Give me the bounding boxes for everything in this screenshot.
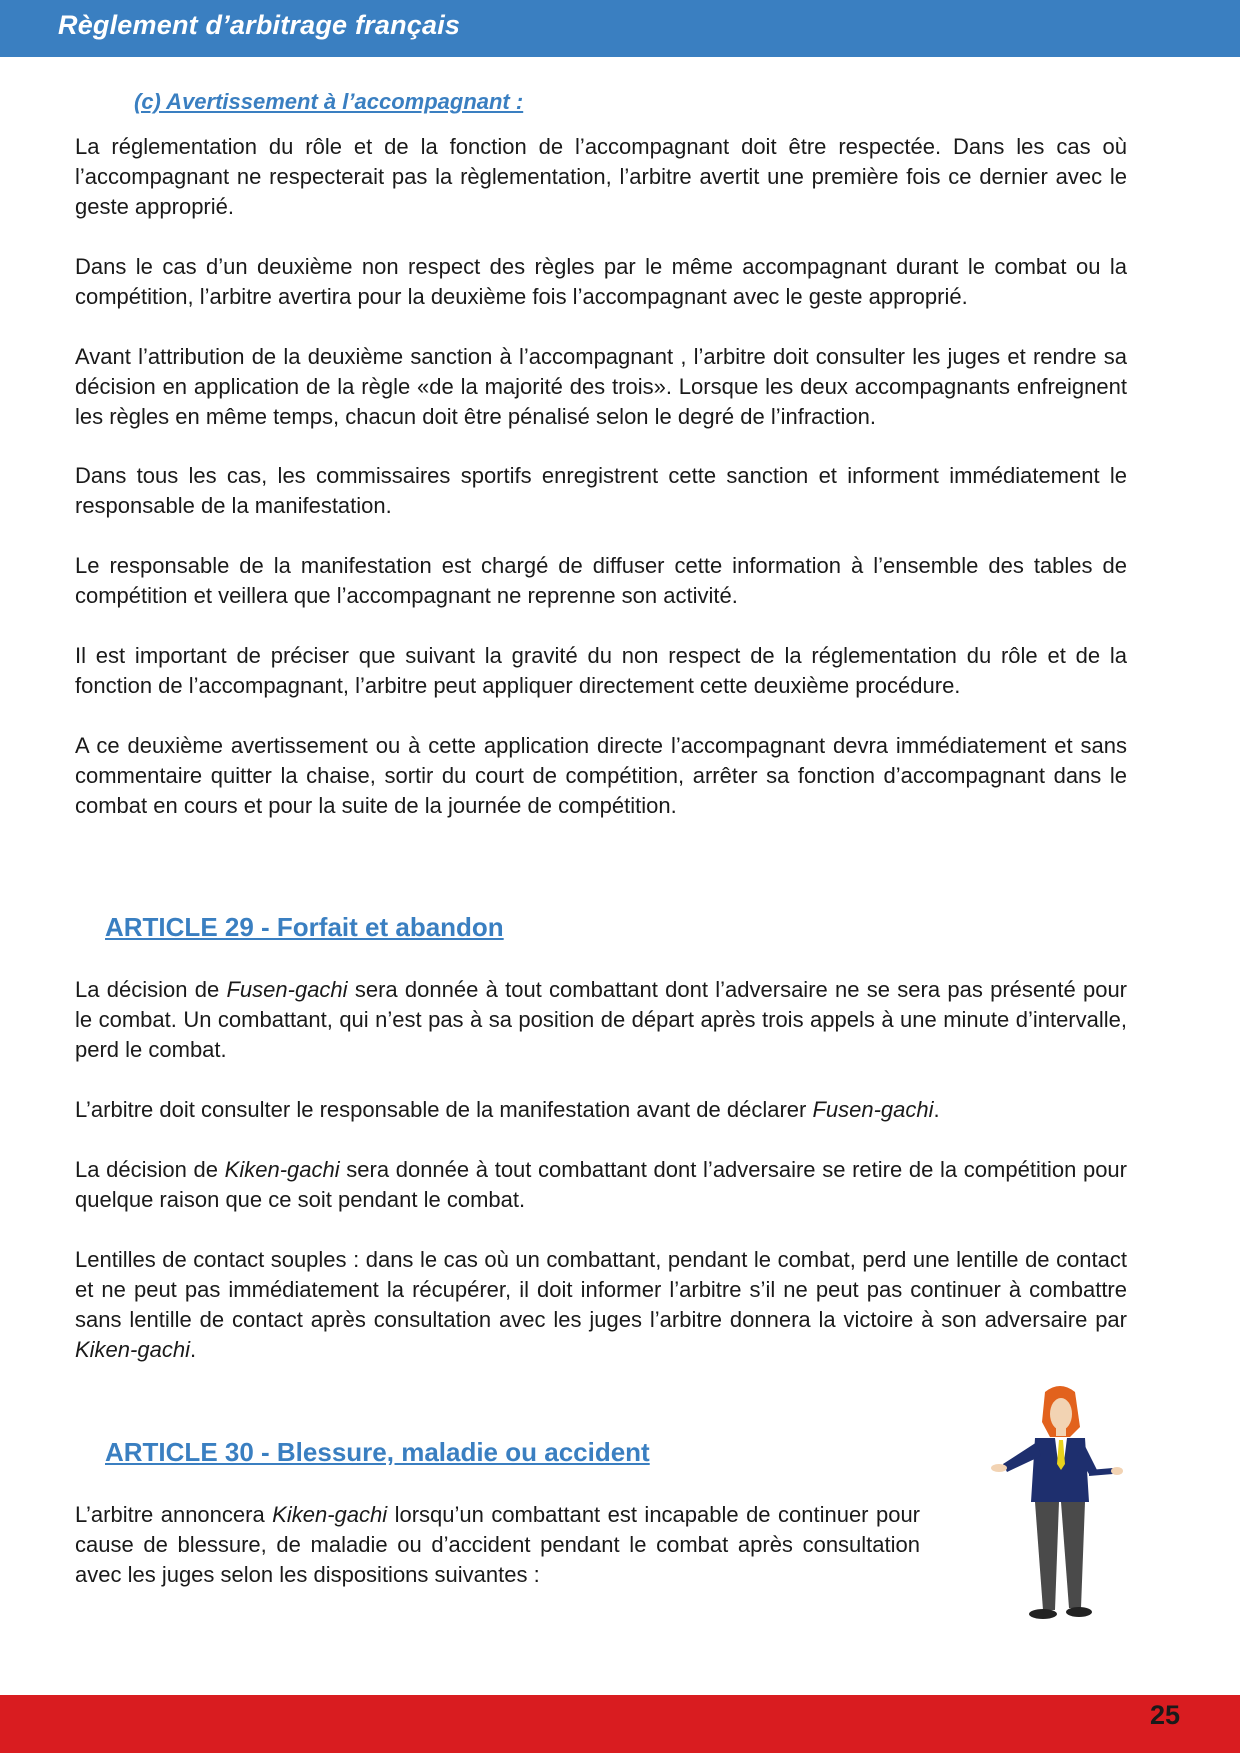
term-kiken-gachi: Kiken-gachi: [272, 1502, 388, 1527]
paragraph-c-1: La réglementation du rôle et de la fonction de l’accompagnant doit être respectée. Dans les cas où l’accompagnant ne respecterait pas la règlementation, l’arbitre avertit une première fois ce dernier avec le geste approprié.: [75, 134, 1127, 219]
paragraph-c-5: Le responsable de la manifestation est chargé de diffuser cette information à l’ensemble des tables de compétition et veillera que l’accompagnant ne reprenne son activité.: [75, 553, 1127, 608]
term-fusen-gachi: Fusen-gachi: [226, 977, 348, 1002]
paragraph-c-7: A ce deuxième avertissement ou à cette application directe l’accompagnant devra immédiatement et sans commentaire quitter la chaise, sortir du court de compétition, arrêter sa fonction d’accompagnant dans le combat en cours et pour la suite de la journée de compétition.: [75, 733, 1127, 818]
section-c-title: (c) Avertissement à l’accompagnant :: [134, 89, 524, 114]
article-30-paragraph-1: L’arbitre annoncera Kiken-gachi lorsqu’un combattant est incapable de continuer pour cause de blessure, de maladie ou d’accident pendant le combat après consultation avec les juges selon les dispositions suivantes :: [75, 1502, 921, 1587]
paragraph-c-3: Avant l’attribution de la deuxième sanction à l’accompagnant , l’arbitre doit consulter les juges et rendre sa décision en application de la règle «de la majorité des trois». Lorsque les deux accompagnants enfreignent les règles en même temps, chacun doit être pénalisé selon le degré de l’infraction.: [75, 344, 1127, 429]
term-fusen-gachi: Fusen-gachi: [812, 1097, 934, 1122]
referee-figure-icon: [985, 1382, 1125, 1627]
paragraph-c-4: Dans tous les cas, les commissaires sportifs enregistrent cette sanction et informent immédiatement le responsable de la manifestation.: [75, 463, 1127, 518]
document-title: Règlement d’arbitrage français: [58, 10, 461, 40]
article-29-title: ARTICLE 29 - Forfait et abandon: [105, 912, 504, 942]
article-29-paragraph-2: L’arbitre doit consulter le responsable de la manifestation avant de déclarer Fusen-gachi.: [75, 1097, 940, 1122]
footer-bar: [0, 1695, 1240, 1753]
article-30-title: ARTICLE 30 - Blessure, maladie ou accident: [105, 1437, 650, 1467]
term-kiken-gachi: Kiken-gachi: [224, 1157, 340, 1182]
paragraph-c-6: Il est important de préciser que suivant la gravité du non respect de la réglementation du rôle et de la fonction de l’accompagnant, l’arbitre peut appliquer directement cette deuxième procédure.: [75, 643, 1127, 698]
article-29-paragraph-4: Lentilles de contact souples : dans le cas où un combattant, pendant le combat, perd une lentille de contact et ne peut pas immédiatement la récupérer, il doit informer l’arbitre s’il ne peut pas continuer à combattre sans lentille de contact après consultation avec les juges l’arbitre donnera la victoire à son adversaire par Kiken-gachi.: [75, 1247, 1127, 1362]
article-29-paragraph-3: La décision de Kiken-gachi sera donnée à tout combattant dont l’adversaire se retire de la compétition pour quelque raison que ce soit pendant le combat.: [75, 1157, 1127, 1212]
term-kiken-gachi: Kiken-gachi: [75, 1337, 190, 1362]
page-number: 25: [1149, 1700, 1180, 1730]
article-29-paragraph-1: La décision de Fusen-gachi sera donnée à tout combattant dont l’adversaire ne se sera pas présenté pour le combat. Un combattant, qui n’est pas à sa position de départ après trois appels à une minute d’intervalle, perd le combat.: [75, 977, 1128, 1062]
paragraph-c-2: Dans le cas d’un deuxième non respect des règles par le même accompagnant durant le combat ou la compétition, l’arbitre avertira pour la deuxième fois l’accompagnant avec le geste approprié.: [75, 254, 1127, 309]
